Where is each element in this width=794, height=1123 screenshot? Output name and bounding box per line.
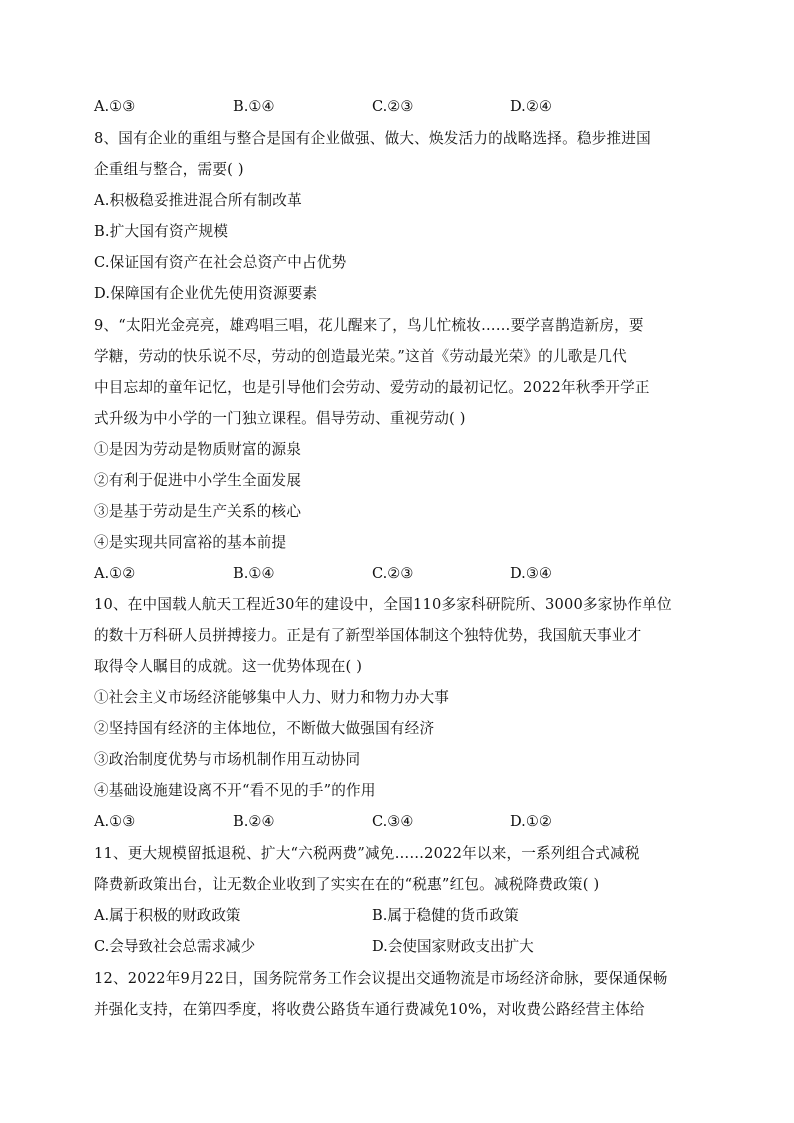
q7-option-a: A.①③ — [94, 98, 136, 115]
q9-stem-line-3: 中目忘却的童年记忆，也是引导他们会劳动、爱劳动的最初记忆。2022年秋季开学正 — [94, 379, 650, 396]
q11-option-c: C.会导致社会总需求减少 — [94, 938, 256, 955]
q10-option-d: D.①② — [510, 813, 552, 830]
q7-option-d: D.②④ — [510, 98, 552, 115]
q7-option-b: B.①④ — [233, 98, 275, 115]
q11-stem-line-1: 11、更大规模留抵退税、扩大“六税两费”减免……2022年以来，一系列组合式减税 — [94, 845, 640, 862]
q10-stem-line-2: 的数十万科研人员拼搏接力。正是有了新型举国体制这个独特优势，我国航天事业才 — [94, 627, 642, 644]
q9-stem-line-4: 式升级为中小学的一门独立课程。倡导劳动、重视劳动( ) — [94, 410, 466, 427]
q9-option-a: A.①② — [94, 565, 136, 582]
q10-item-4: ④基础设施建设离不开“看不见的手”的作用 — [94, 782, 376, 799]
q9-option-c: C.②③ — [372, 565, 414, 582]
q12-stem-line-1: 12、2022年9月22日，国务院常务工作会议提出交通物流是市场经济命脉，要保通保畅 — [94, 970, 668, 987]
q8-option-d: D.保障国有企业优先使用资源要素 — [94, 285, 318, 302]
q11-option-d: D.会使国家财政支出扩大 — [372, 938, 534, 955]
q8-option-b: B.扩大国有资产规模 — [94, 223, 229, 240]
q9-item-3: ③是基于劳动是生产关系的核心 — [94, 503, 302, 520]
q10-item-2: ②坚持国有经济的主体地位，不断做大做强国有经济 — [94, 720, 435, 737]
q9-option-d: D.③④ — [510, 565, 552, 582]
q10-option-c: C.③④ — [372, 813, 414, 830]
q10-stem-line-3: 取得令人瞩目的成就。这一优势体现在( ) — [94, 658, 363, 675]
q9-stem-line-2: 学糖，劳动的快乐说不尽，劳动的创造最光荣。”这首《劳动最光荣》的儿歌是几代 — [94, 348, 627, 365]
q11-stem-line-2: 降费新政策出台，让无数企业收到了实实在在的“税惠”红包。减税降费政策( ) — [94, 876, 600, 893]
q9-item-4: ④是实现共同富裕的基本前提 — [94, 534, 287, 551]
q10-stem-line-1: 10、在中国载人航天工程近30年的建设中，全国110多家科研院所、3000多家协作单位 — [94, 596, 672, 613]
q9-item-2: ②有利于促进中小学生全面发展 — [94, 472, 302, 489]
q10-option-a: A.①③ — [94, 813, 136, 830]
q9-option-b: B.①④ — [233, 565, 275, 582]
q8-option-c: C.保证国有资产在社会总资产中占优势 — [94, 254, 347, 271]
q9-item-1: ①是因为劳动是物质财富的源泉 — [94, 441, 302, 458]
q10-option-b: B.②④ — [233, 813, 275, 830]
q8-stem-line-2: 企重组与整合，需要( ) — [94, 161, 244, 178]
q8-stem-line-1: 8、国有企业的重组与整合是国有企业做强、做大、焕发活力的战略选择。稳步推进国 — [94, 130, 651, 147]
q11-option-b: B.属于稳健的货币政策 — [372, 907, 519, 924]
q10-item-3: ③政治制度优势与市场机制作用互动协同 — [94, 751, 361, 768]
q8-option-a: A.积极稳妥推进混合所有制改革 — [94, 192, 302, 209]
q11-option-a: A.属于积极的财政政策 — [94, 907, 241, 924]
q10-item-1: ①社会主义市场经济能够集中人力、财力和物力办大事 — [94, 689, 450, 706]
q12-stem-line-2: 并强化支持，在第四季度，将收费公路货车通行费减免10%，对收费公路经营主体给 — [94, 1001, 645, 1018]
q7-option-c: C.②③ — [372, 98, 414, 115]
q9-stem-line-1: 9、“太阳光金亮亮，雄鸡唱三唱，花儿醒来了，鸟儿忙梳妆……要学喜鹊造新房，要 — [94, 317, 644, 334]
